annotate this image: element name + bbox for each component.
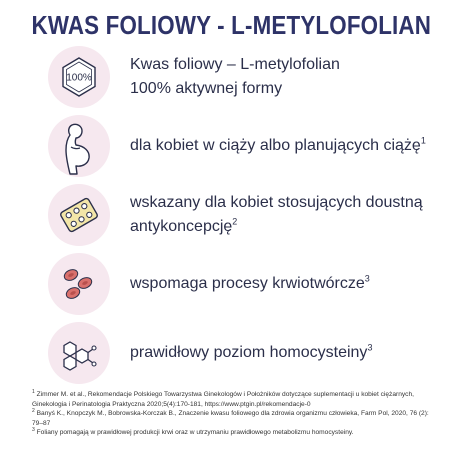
feature-line: antykoncepcję [130, 218, 233, 235]
pill-blister-icon [48, 184, 110, 246]
feature-row-active-form [48, 46, 448, 108]
footnote-text: Banyś K., Knopczyk M., Bobrowska-Korczak B., Znaczenie kwasu foliowego dla zdrowia organizmu człowieka, Farm Pol, 2020, 76 (2): 79–87 [32, 410, 429, 427]
feature-text [130, 272, 450, 296]
feature-row-pregnancy [48, 115, 448, 177]
footnote-ref: 1 [420, 135, 426, 146]
feature-line: wspomaga procesy krwiotwórcze [130, 275, 365, 292]
feature-badge [48, 46, 110, 108]
footnote-item [32, 409, 437, 428]
footnote-number: 3 [32, 427, 35, 434]
blood-cells-icon [48, 253, 110, 315]
feature-row-blood [48, 253, 448, 315]
footnote-ref: 3 [364, 273, 370, 284]
badge-label: 100% [66, 72, 92, 84]
footnote-item [32, 390, 437, 409]
feature-line: Kwas foliowy – L-metylofolian [130, 56, 340, 73]
feature-badge [48, 253, 110, 315]
footnote-number: 1 [32, 388, 35, 395]
feature-line: dla kobiet w ciąży albo planujących ciążę [130, 137, 421, 154]
feature-line: prawidłowy poziom homocysteiny [130, 344, 368, 361]
pregnant-woman-icon [48, 115, 110, 177]
footnote-text: Foliany pomagają w prawidłowej produkcji krwi oraz w utrzymaniu prawidłowego metabolizmu homocysteiny. [36, 429, 354, 437]
feature-line: wskazany dla kobiet stosujących doustną [130, 194, 423, 211]
feature-line: 100% aktywnej formy [130, 80, 283, 97]
feature-row-contraception [48, 184, 448, 246]
footnote-number: 2 [32, 408, 35, 414]
footnote-ref: 2 [232, 216, 238, 227]
molecule-icon [48, 322, 110, 384]
footnote-ref: 3 [367, 342, 373, 353]
feature-badge [48, 115, 110, 177]
page-title: KWAS FOLIOWY - L-METYLOFOLIAN [31, 10, 432, 40]
footnotes [32, 390, 437, 438]
feature-row-homocysteine [48, 322, 448, 384]
footnote-item [32, 428, 437, 438]
feature-badge [48, 184, 110, 246]
feature-text [130, 134, 450, 158]
hexagon-100-percent-icon [48, 46, 110, 108]
footnote-text: Zimmer M. et al., Rekomendacje Polskiego Towarzystwa Ginekologów i Położników dotyczące suplementacji u kobiet ciężarnych, Ginekologia i Perinatologia Praktyczna 2020;5(4):170-181, https://www.ptgin.pl/rekomendacje-0 [32, 391, 414, 408]
feature-badge [48, 322, 110, 384]
feature-text [130, 191, 450, 239]
feature-text [130, 53, 450, 101]
feature-text [130, 341, 450, 365]
